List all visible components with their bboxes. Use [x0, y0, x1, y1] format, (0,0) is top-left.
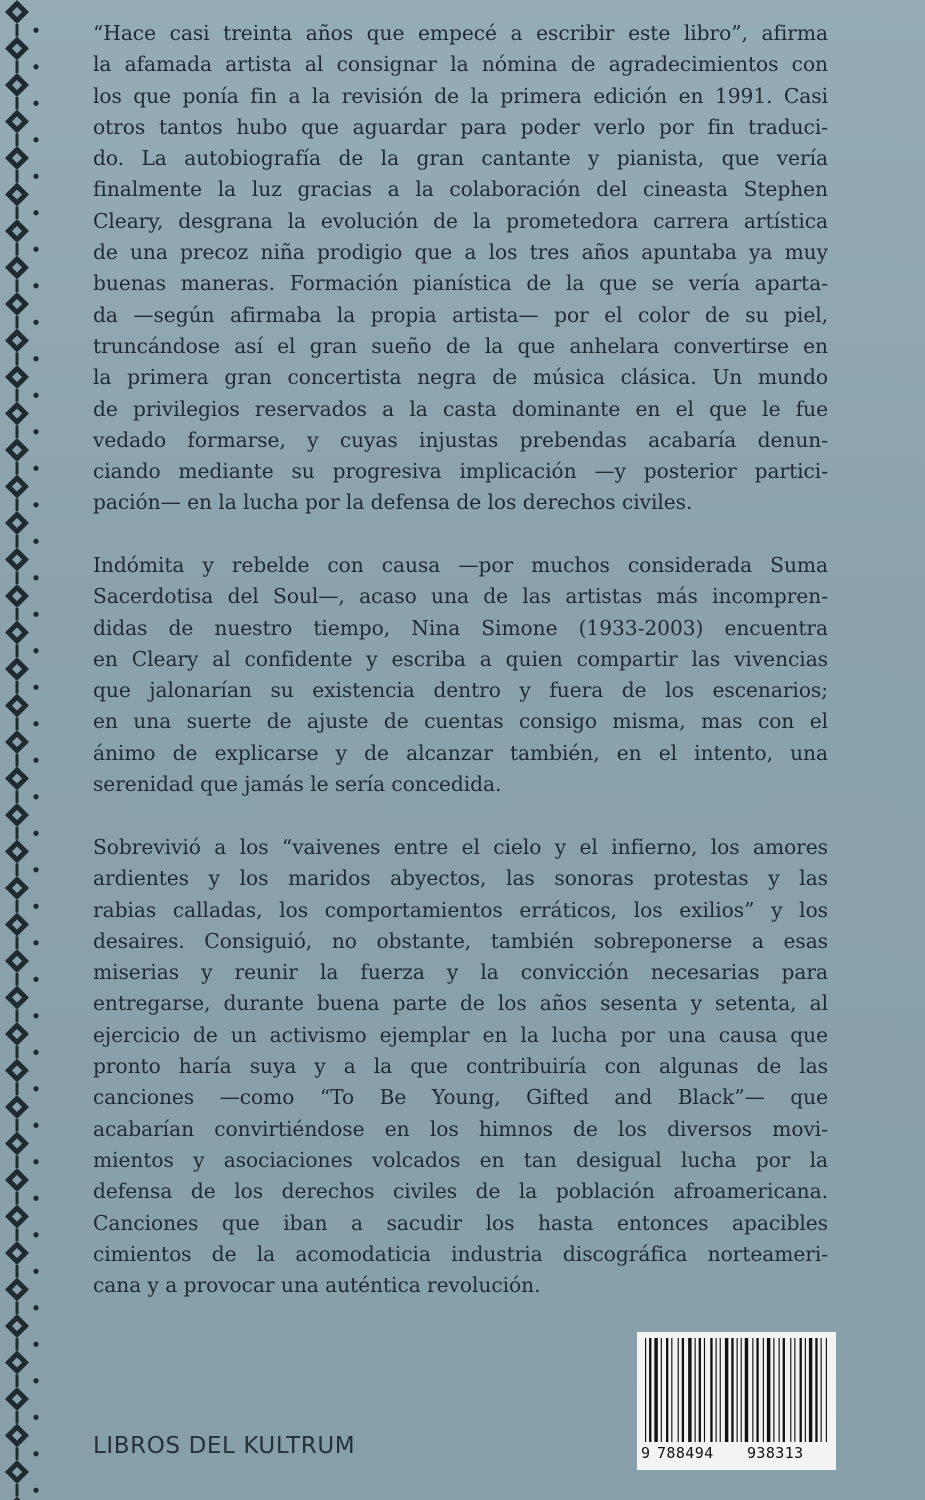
synopsis-paragraph-3: [93, 832, 828, 1301]
text-line: pronto haría suya y a la que contribuiría con algunas de las: [93, 1054, 828, 1079]
decorative-diamond-border: [0, 0, 46, 1500]
barcode-bars: [637, 1332, 836, 1444]
ornament-link: [16, 316, 19, 329]
ornament-link: [16, 1375, 19, 1388]
ornament-dot: [33, 1050, 38, 1055]
ornament-link: [16, 973, 19, 986]
barcode-bar: [783, 1338, 785, 1442]
ornament-dot: [33, 247, 38, 252]
ornament-dot: [33, 1086, 38, 1091]
ornament-link: [16, 170, 19, 183]
ornament-dot: [33, 867, 38, 872]
text-line: defensa de los derechos civiles de la población afroamericana.: [93, 1179, 828, 1204]
ornament-dot: [33, 721, 38, 726]
ornament-dot: [33, 1305, 38, 1310]
text-line: do. La autobiografía de la gran cantante y pianista, que vería: [93, 146, 828, 171]
ornament-link: [16, 389, 19, 402]
ornament-link: [16, 1010, 19, 1023]
ornament-link: [16, 462, 19, 475]
text-line: rabias calladas, los comportamientos erráticos, los exilios” y los: [93, 897, 828, 922]
text-line: la primera gran concertista negra de música clásica. Un mundo: [93, 365, 828, 390]
barcode-bar: [745, 1338, 748, 1442]
ornament-link: [16, 1192, 19, 1205]
barcode-bar: [815, 1338, 817, 1442]
ornament-dot: [33, 575, 38, 580]
text-line: entregarse, durante buena parte de los años sesenta y setenta, al: [93, 991, 828, 1016]
barcode-bar: [720, 1338, 721, 1442]
barcode-bar: [779, 1338, 780, 1442]
ornament-link: [16, 535, 19, 548]
ornament-link: [16, 353, 19, 366]
ornament-link: [16, 280, 19, 293]
ornament-link: [16, 1302, 19, 1315]
ornament-dot: [33, 1451, 38, 1456]
barcode-bar: [671, 1338, 672, 1442]
text-line: que jalonarían su existencia dentro y fuera de los escenarios;: [93, 678, 828, 703]
ornament-link: [16, 681, 19, 694]
text-line: mientos y asociaciones volcados en tan desigual lucha por la: [93, 1147, 828, 1172]
barcode-bar: [752, 1338, 753, 1442]
ornament-link: [16, 791, 19, 804]
ornament-dot: [33, 210, 38, 215]
ornament-link: [16, 900, 19, 913]
ornament-dot: [33, 356, 38, 361]
barcode-bar: [790, 1338, 791, 1442]
ornament-dot: [33, 1013, 38, 1018]
text-line: ejercicio de un activismo ejemplar en la lucha por una causa que: [93, 1022, 828, 1047]
text-line: acabarían convirtiéndose en los himnos de los diversos movi-: [93, 1116, 828, 1141]
text-line: didas de nuestro tiempo, Nina Simone (1933-2003) encuentra: [93, 615, 828, 640]
ornament-link: [16, 1156, 19, 1169]
ornament-link: [16, 1083, 19, 1096]
ornament-dot: [33, 1342, 38, 1347]
ornament-dot: [33, 794, 38, 799]
ornament-link: [16, 1265, 19, 1278]
barcode-bar: [800, 1338, 802, 1442]
ornament-link: [16, 1484, 19, 1497]
barcode-bar: [716, 1338, 717, 1442]
synopsis-paragraph-1: [93, 18, 828, 519]
barcode-bar: [666, 1338, 668, 1442]
barcode-bar: [725, 1338, 728, 1442]
ornament-link: [16, 61, 19, 74]
ornament-link: [16, 243, 19, 256]
ornament-dot: [33, 648, 38, 653]
barcode-bar: [649, 1338, 651, 1442]
text-line: Indómita y rebelde con causa —por muchos considerada Suma: [93, 553, 828, 577]
barcode-bar: [767, 1338, 770, 1442]
ornament-link: [16, 645, 19, 658]
barcode-bar: [731, 1338, 733, 1442]
text-line: buenas maneras. Formación pianística de la que se vería aparta-: [93, 271, 828, 296]
ornament-dot: [33, 758, 38, 763]
text-line: Cleary, desgrana la evolución de la prometedora carrera artística: [93, 208, 828, 233]
barcode-bar: [821, 1338, 822, 1442]
text-line: en una suerte de ajuste de cuentas consigo misma, mas con el: [93, 709, 828, 734]
diamond-ornament: [5, 1497, 29, 1500]
barcode-bar: [794, 1338, 795, 1442]
text-line: de privilegios reservados a la casta dominante en el que le fue: [93, 396, 828, 421]
text-line: vedado formarse, y cuyas injustas prebendas acabaría denun-: [93, 427, 828, 452]
ornament-dot: [33, 28, 38, 33]
text-line: cana y a provocar una auténtica revolución.: [93, 1273, 541, 1298]
ornament-dot: [33, 539, 38, 544]
ornament-link: [16, 1338, 19, 1351]
ornament-dot: [33, 466, 38, 471]
ornament-link: [16, 1229, 19, 1242]
text-line: los que ponía fin a la revisión de la primera edición en 1991. Casi: [93, 83, 828, 108]
ornament-dot: [33, 1269, 38, 1274]
text-line: da —según afirmaba la propia artista— por el color de su piel,: [93, 302, 828, 327]
barcode-bar: [654, 1338, 657, 1442]
ornament-link: [16, 97, 19, 110]
barcode-bar: [661, 1338, 662, 1442]
barcode-bar: [741, 1338, 742, 1442]
barcode-bar: [704, 1338, 705, 1442]
ornament-dot: [33, 904, 38, 909]
ornament-link: [16, 426, 19, 439]
ornament-link: [16, 937, 19, 950]
ornament-dot: [33, 1123, 38, 1128]
text-line: “Hace casi treinta años que empecé a escribir este libro”, afirma: [93, 21, 828, 45]
ornament-link: [16, 608, 19, 621]
ornament-link: [16, 1119, 19, 1132]
ornament-link: [16, 1448, 19, 1461]
text-line: miserias y reunir la fuerza y la convicción necesarias para: [93, 960, 828, 985]
barcode-bar: [695, 1338, 696, 1442]
text-line: en Cleary al confidente y escriba a quien compartir las vivencias: [93, 646, 828, 671]
ornament-dot: [33, 831, 38, 836]
ornament-link: [16, 864, 19, 877]
ornament-link: [16, 827, 19, 840]
ornament-link: [16, 1411, 19, 1424]
ornament-dot: [33, 64, 38, 69]
ornament-dot: [33, 612, 38, 617]
text-line: cimientos de la acomodaticia industria discográfica norteameri-: [93, 1241, 828, 1266]
barcode-bar: [682, 1338, 684, 1442]
text-line: Sacerdotisa del Soul—, acaso una de las artistas más incompren-: [93, 584, 828, 609]
barcode-bar: [805, 1338, 806, 1442]
ornament-dot: [33, 1196, 38, 1201]
text-line: pación— en la lucha por la defensa de los derechos civiles.: [93, 490, 693, 515]
text-line: canciones —como “To Be Young, Gifted and Black”— que: [93, 1085, 828, 1110]
barcode-bar: [809, 1338, 812, 1442]
barcode-bar: [710, 1338, 712, 1442]
synopsis-paragraph-2: [93, 550, 828, 800]
ornament-link: [16, 572, 19, 585]
ornament-dot: [33, 393, 38, 398]
isbn-barcode: [637, 1332, 836, 1470]
isbn-first-digit: 9: [641, 1444, 651, 1462]
text-line: Sobrevivió a los “vaivenes entre el cielo y el infierno, los amores: [93, 835, 828, 859]
ornament-dot: [33, 1378, 38, 1383]
ornament-dot: [33, 1415, 38, 1420]
text-line: de una precoz niña prodigio que a los tres años apuntaba ya muy: [93, 240, 828, 265]
ornament-link: [16, 207, 19, 220]
barcode-bar: [688, 1338, 691, 1442]
text-line: ánimo de explicarse y de alcanzar también, en el intento, una: [93, 740, 828, 765]
barcode-bar: [756, 1338, 758, 1442]
ornament-dot: [33, 320, 38, 325]
text-line: desaires. Consiguió, no obstante, también sobreponerse a esas: [93, 928, 828, 953]
text-line: la afamada artista al consignar la nómina de agradecimientos con: [93, 52, 828, 77]
publisher-name: LIBROS DEL KULTRUM: [93, 1433, 356, 1459]
ornament-dot: [33, 940, 38, 945]
text-line: Canciones que iban a sacudir los hasta entonces apacibles: [93, 1210, 828, 1235]
text-line: truncándose así el gran sueño de la que anhelara convertirse en: [93, 333, 828, 358]
ornament-dot: [33, 1232, 38, 1237]
ornament-dot: [33, 685, 38, 690]
ornament-dot: [33, 283, 38, 288]
ornament-link: [16, 718, 19, 731]
barcode-bar: [645, 1338, 646, 1442]
ornament-dot: [33, 101, 38, 106]
isbn-left-digits: 788494: [657, 1444, 714, 1462]
ornament-link: [16, 754, 19, 767]
text-line: finalmente la luz gracias a la colaboración del cineasta Stephen: [93, 177, 828, 202]
ornament-dot: [33, 429, 38, 434]
ornament-dot: [33, 502, 38, 507]
ornament-dot: [33, 174, 38, 179]
ornament-link: [16, 1046, 19, 1059]
barcode-bar: [773, 1338, 774, 1442]
ornament-link: [16, 499, 19, 512]
text-line: ciando mediante su progresiva implicación —y posterior partici-: [93, 459, 828, 484]
text-line: ardientes y los maridos abyectos, las sonoras protestas y las: [93, 866, 828, 891]
ornament-link: [16, 24, 19, 37]
text-line: serenidad que jamás le sería concedida.: [93, 772, 502, 797]
isbn-right-digits: 938313: [747, 1444, 804, 1462]
barcode-bar: [826, 1338, 827, 1442]
barcode-bar: [699, 1338, 701, 1442]
text-line: otros tantos hubo que aguardar para poder verlo por fin traduci-: [93, 114, 828, 139]
ornament-dot: [33, 137, 38, 142]
ornament-dot: [33, 977, 38, 982]
barcode-bar: [678, 1338, 679, 1442]
ornament-link: [16, 134, 19, 147]
ornament-dot: [33, 1488, 38, 1493]
ornament-dot: [33, 1159, 38, 1164]
barcode-bar: [737, 1338, 738, 1442]
barcode-bar: [763, 1338, 764, 1442]
